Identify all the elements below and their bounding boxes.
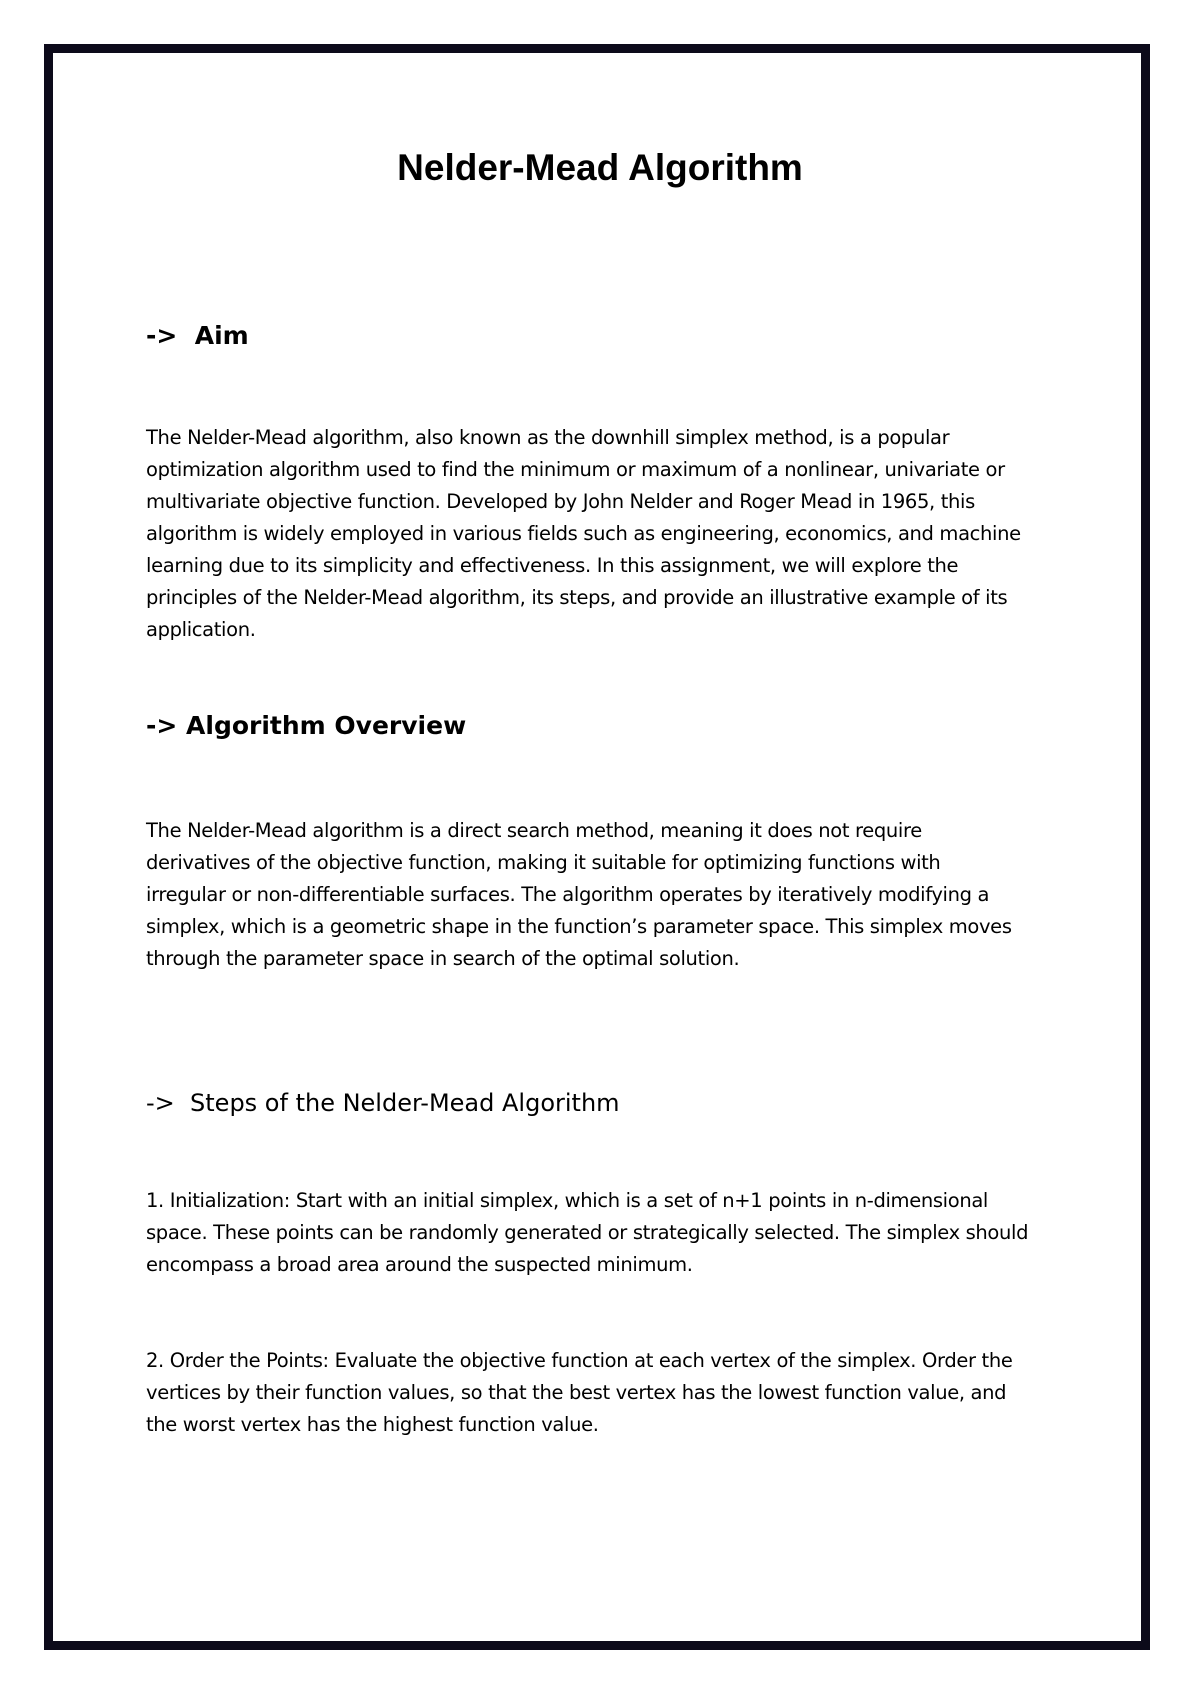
aim-line: algorithm is widely employed in various fields such as engineering, economics, and machine bbox=[146, 522, 1021, 545]
step-1-line: 1. Initialization: Start with an initial simplex, which is a set of n+1 points in n-dimensional bbox=[146, 1189, 988, 1212]
step-1-line: space. These points can be randomly generated or strategically selected. The simplex should bbox=[146, 1221, 1029, 1244]
step-2-line: the worst vertex has the highest function value. bbox=[146, 1413, 599, 1436]
steps-heading: -> Steps of the Nelder-Mead Algorithm bbox=[146, 1089, 620, 1117]
aim-line: multivariate objective function. Developed by John Nelder and Roger Mead in 1965, this bbox=[146, 490, 975, 513]
overview-line: derivatives of the objective function, making it suitable for optimizing functions with bbox=[146, 851, 941, 874]
overview-line: through the parameter space in search of the optimal solution. bbox=[146, 947, 740, 970]
aim-line: optimization algorithm used to find the minimum or maximum of a nonlinear, univariate or bbox=[146, 458, 1005, 481]
step-2-line: vertices by their function values, so that the best vertex has the lowest function value, and bbox=[146, 1381, 1007, 1404]
aim-line: application. bbox=[146, 618, 256, 641]
aim-line: principles of the Nelder-Mead algorithm, its steps, and provide an illustrative example of its bbox=[146, 586, 1008, 609]
step-1-line: encompass a broad area around the suspected minimum. bbox=[146, 1253, 693, 1276]
step-2-line: 2. Order the Points: Evaluate the objective function at each vertex of the simplex. Order the bbox=[146, 1349, 1013, 1372]
aim-paragraph bbox=[146, 422, 1066, 646]
overview-paragraph bbox=[146, 815, 1066, 975]
step-1-paragraph bbox=[146, 1185, 1066, 1281]
aim-line: learning due to its simplicity and effectiveness. In this assignment, we will explore the bbox=[146, 554, 959, 577]
aim-line: The Nelder-Mead algorithm, also known as the downhill simplex method, is a popular bbox=[146, 426, 950, 449]
page-title: Nelder-Mead Algorithm bbox=[397, 147, 803, 188]
overview-line: simplex, which is a geometric shape in the function’s parameter space. This simplex moves bbox=[146, 915, 1012, 938]
step-2-paragraph bbox=[146, 1345, 1066, 1441]
overview-heading: -> Algorithm Overview bbox=[146, 711, 467, 740]
overview-line: irregular or non-differentiable surfaces. The algorithm operates by iteratively modifying a bbox=[146, 883, 990, 906]
overview-line: The Nelder-Mead algorithm is a direct search method, meaning it does not require bbox=[146, 819, 922, 842]
aim-heading: -> Aim bbox=[146, 321, 249, 350]
